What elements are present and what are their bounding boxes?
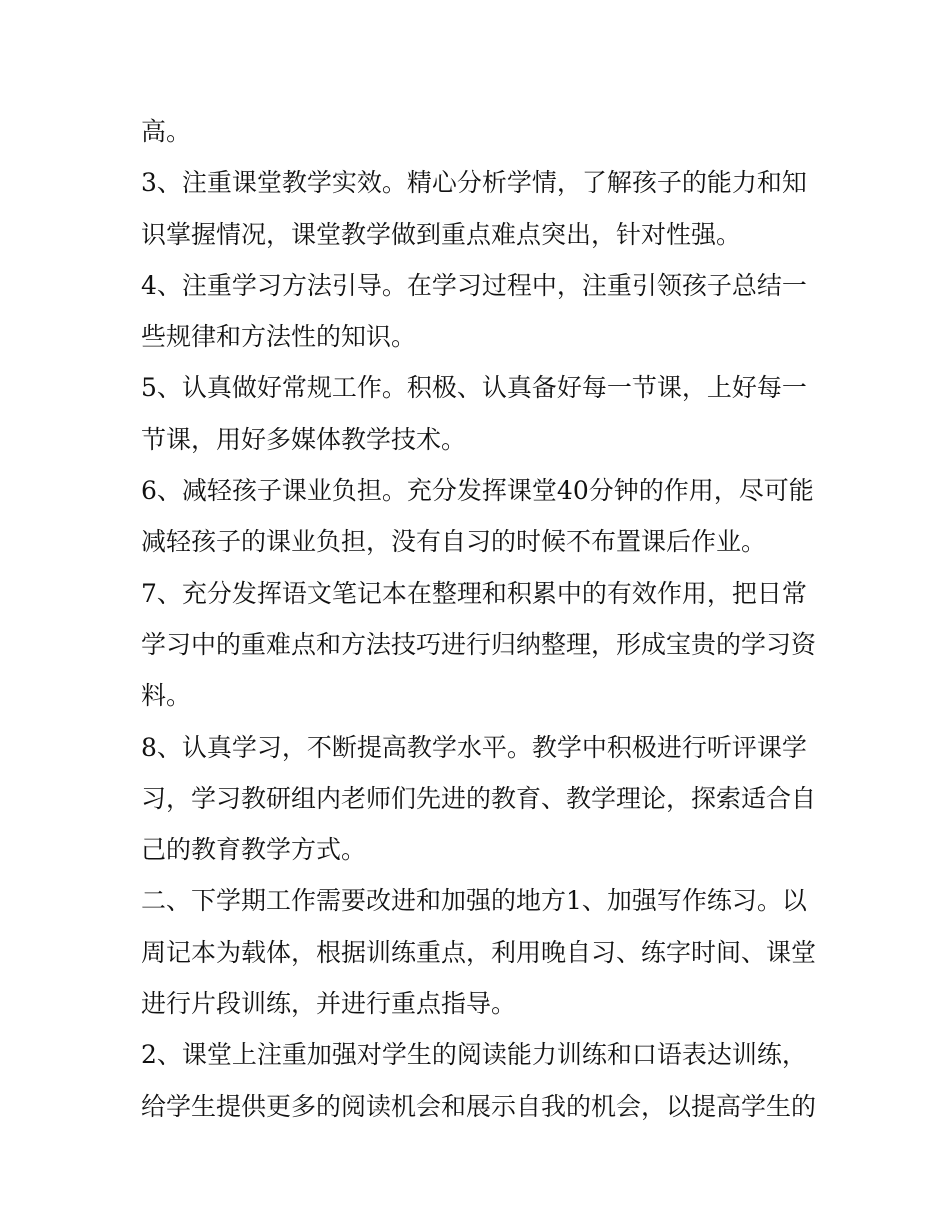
text-line: 学习中的重难点和方法技巧进行归纳整理，形成宝贵的学习资: [141, 629, 817, 659]
text-line: 8、认真学习，不断提高教学水平。教学中积极进行听评课学: [141, 732, 807, 762]
text-line: 高。: [141, 117, 192, 146]
text-line: 进行片段训练，并进行重点指导。: [141, 989, 517, 1019]
text-line: 给学生提供更多的阅读机会和展示自我的机会，以提高学生的: [141, 1091, 817, 1121]
document-body: [141, 106, 841, 1132]
text-line: 7、充分发挥语文笔记本在整理和积累中的有效作用，把日常: [141, 578, 807, 608]
text-line: 减轻孩子的课业负担，没有自习的时候不布置课后作业。: [141, 527, 767, 557]
text-line: 己的教育教学方式。: [141, 835, 367, 865]
text-line: 节课，用好多媒体教学技术。: [141, 424, 467, 454]
text-line: 些规律和方法性的知识。: [141, 322, 417, 352]
text-line: 5、认真做好常规工作。积极、认真备好每一节课，上好每一: [141, 373, 807, 403]
text-line: 6、减轻孩子课业负担。充分发挥课堂40分钟的作用，尽可能: [141, 476, 814, 506]
text-line: 周记本为载体，根据训练重点，利用晚自习、练字时间、课堂: [141, 937, 817, 967]
text-line: 2、课堂上注重加强对学生的阅读能力训练和口语表达训练，: [141, 1040, 807, 1070]
text-line: 料。: [141, 681, 192, 711]
text-line: 识掌握情况，课堂教学做到重点难点突出，针对性强。: [141, 219, 742, 249]
text-line: 4、注重学习方法引导。在学习过程中，注重引领孩子总结一: [141, 270, 807, 300]
text-line: 二、下学期工作需要改进和加强的地方1、加强写作练习。以: [141, 886, 807, 916]
text-line: 习，学习教研组内老师们先进的教育、教学理论，探索适合自: [141, 783, 817, 813]
text-line: 3、注重课堂教学实效。精心分析学情，了解孩子的能力和知: [141, 168, 807, 198]
